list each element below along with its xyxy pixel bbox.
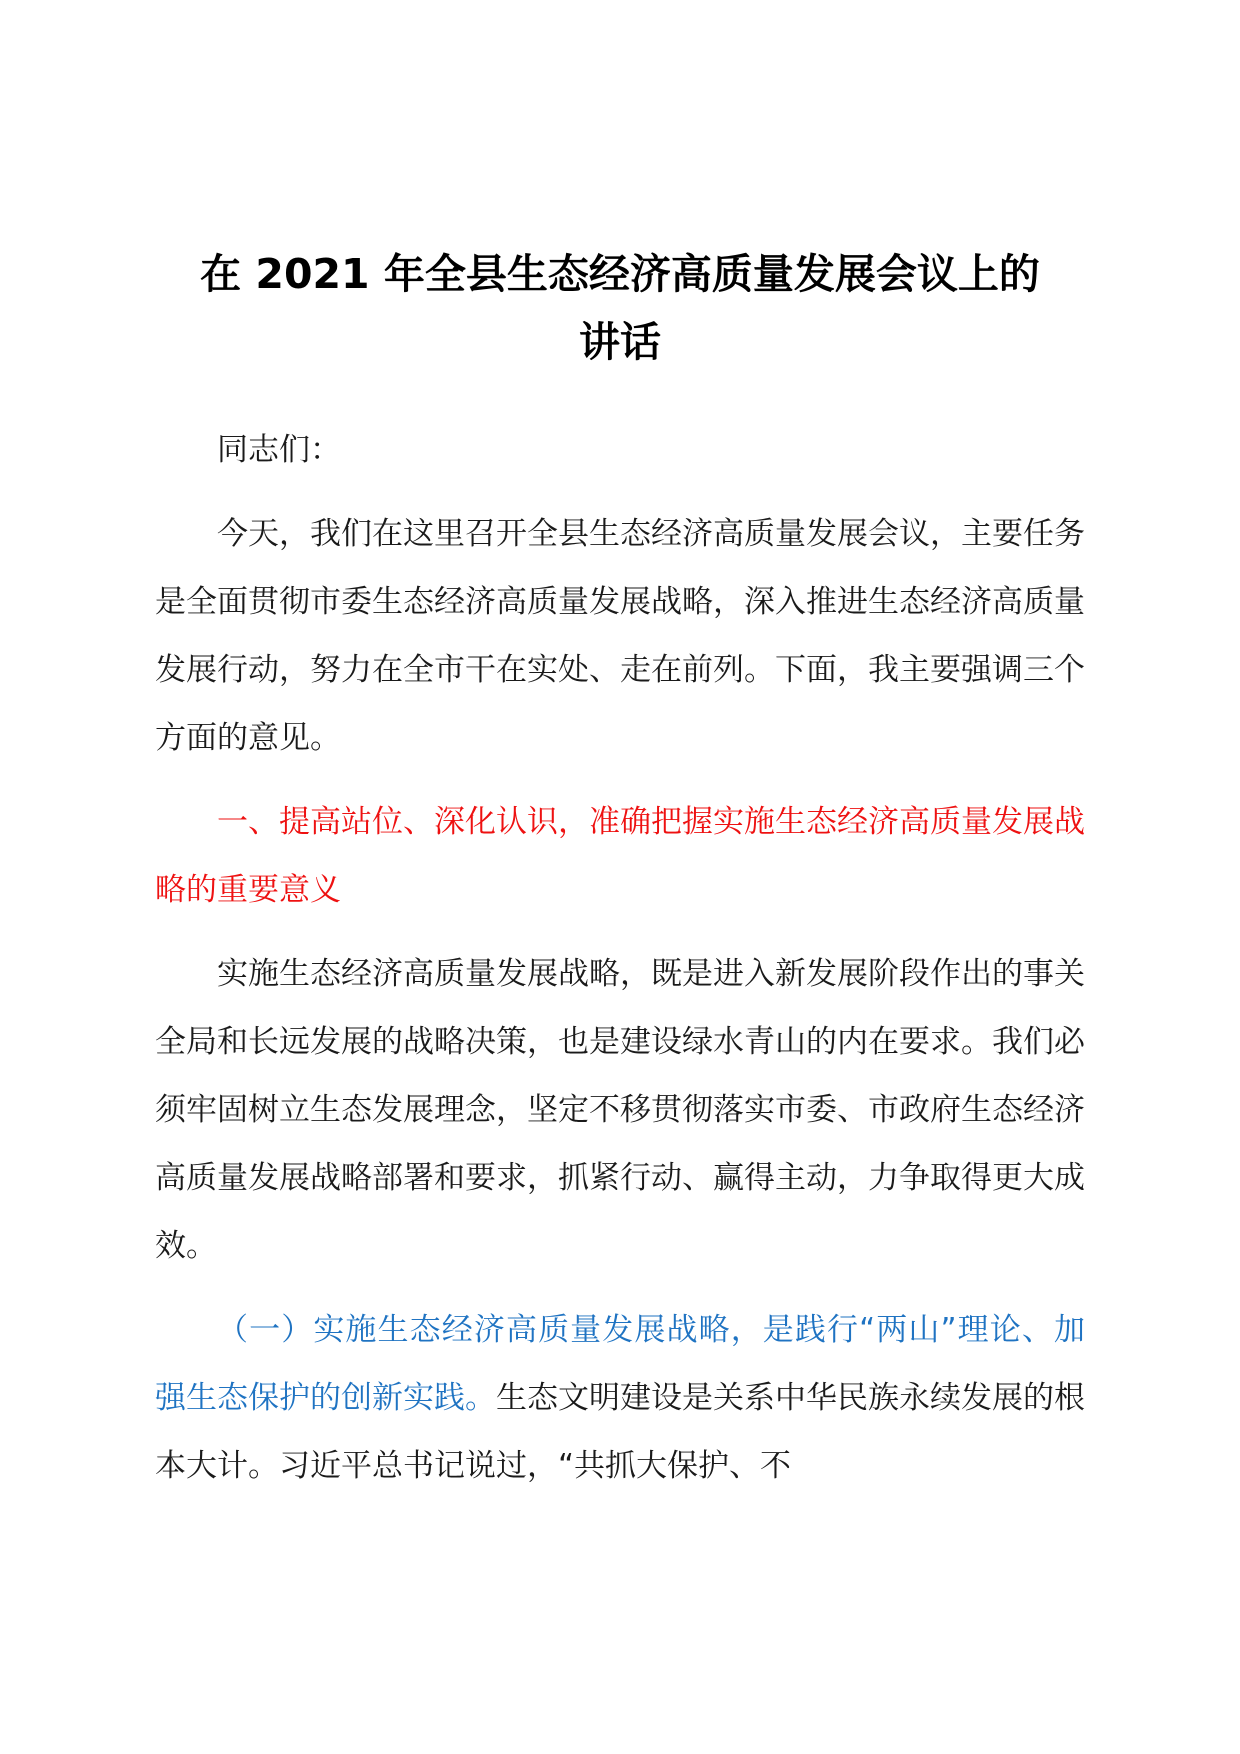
salutation: 同志们： (217, 432, 341, 468)
section-1-heading: 一、提高站位、深化认识，准确把握实施生态经济高质量发展战略的重要意义 (155, 804, 1085, 908)
subsection-1-heading: （一）实施生态经济高质量发展战略，是践行“两山”理论、加强生态保护的创新实践。 (155, 1312, 1085, 1416)
intro-paragraph: 今天，我们在这里召开全县生态经济高质量发展会议，主要任务是全面贯彻市委生态经济高质量发展战略，深入推进生态经济高质量发展行动，努力在全市干在实处、走在前列。下面，我主要强调三个方面的意见。 (155, 516, 1085, 756)
section-1-body: 实施生态经济高质量发展战略，既是进入新发展阶段作出的事关全局和长远发展的战略决策，也是建设绿水青山的内在要求。我们必须牢固树立生态发展理念，坚定不移贯彻落实市委、市政府生态经济高质量发展战略部署和要求，抓紧行动、赢得主动，力争取得更大成效。 (155, 956, 1085, 1264)
document-title (155, 240, 1085, 376)
subsection-1-body: 生态文明建设是关系中华民族永续发展的根本大计。习近平总书记说过，“共抓大保护、不 (155, 1380, 1085, 1484)
title-line-2: 讲话 (579, 318, 661, 366)
title-line-1: 在 2021 年全县生态经济高质量发展会议上的 (200, 250, 1040, 298)
subsection-1-paragraph (155, 1296, 1085, 1500)
